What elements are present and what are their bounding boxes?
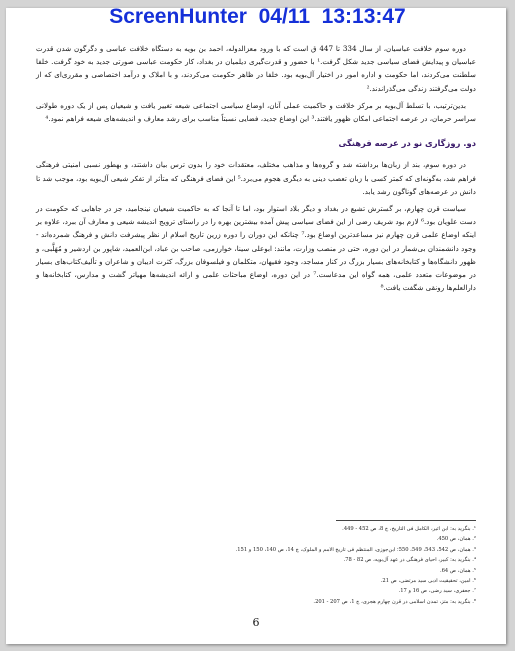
footnote: ⁴. بنگرید به: کبیر، احیای فرهنگی در عهد آل‌بویه، ص 82 - 78. (343, 557, 476, 564)
footnote: ⁷. جعفری، سید رضی، ص 16 و 17. (398, 588, 476, 595)
footnote-divider (336, 520, 476, 521)
screenhunter-timestamp-banner: ScreenHunter 04/11 13:13:47 (109, 5, 406, 28)
body-paragraph: دوره سوم خلافت عباسیان، از سال 334 تا 447 ق است که با ورود معزالدوله، احمد بن بویه به دستگاه خلافت عباسی و دگرگون شدن قدرت عباسیان و پیدایش فضای سیاسی جدید شکل گرفت.¹ با حضور و قدرت‌گیری دیلمیان در بغداد، کار حکومت عباسی صورتی جدید به خود گرفت. خلفا سلطنت می‌کردند، اما حکومت و اداره امور در اختیار آل‌بویه بود. خلفا در ظاهر حکومت می‌کردند، و با املاک و درآمد اختصاصی و مقرری‌ای که از دولت می‌گرفتند زندگی می‌گذراندند.² (36, 44, 476, 93)
section-heading: دو. روزگاری نو در عرصه فرهنگی (338, 138, 476, 149)
body-paragraph: بدین‌ترتیب، با تسلط آل‌بویه بر مرکز خلافت و حاکمیت عملی آنان، اوضاع سیاسی اجتماعی شیعه تغییر یافت و شیعیان پس از یک دوره طولانی سراسر حرمان، در عرصه اجتماعی امکان ظهور یافتند.³ این اوضاع جدید، فضایی نسبتاً مناسب برای رشد معارف و اندیشه‌های شیعه فراهم نمود.⁴ (36, 100, 476, 124)
footnote: ⁸. بنگرید به: متز، تمدن اسلامی در قرن چهارم هجری، ج 1، ص 207 - 201. (313, 598, 476, 605)
document-page (6, 8, 506, 644)
footnote: ⁵. همان، ص 64. (439, 567, 476, 574)
page-body (36, 42, 476, 298)
footnote: ². همان، ص 450. (436, 536, 476, 543)
footnote: ³. همان، ص 542، 543، 549، 550؛ ابن‌جوزی، المنتظم فی تاریخ الامم و الملوک، ج 14، ص 140، 150 و 151. (235, 546, 476, 553)
page-number: 6 (252, 616, 260, 629)
body-paragraph: سیاست قرن چهارم، بر گسترش تشیع در بغداد و دیگر بلاد استوار بود، اما تا آنجا که به حاکمیت شیعیان نینجامید، جز در جاهایی که حکومت در دست علویان بود.⁶ لازم بود شریف رضی از این فضای سیاسی پیش آمده بیشترین بهره را در راستای ترویج اندیشه شیعی و معارف آن ببرد، علاوه بر اینکه اوضاع علمی قرن چهارم نیز مساعدترین اوضاع بود.⁷ چنانکه این دوران را دوره زرین تاریخ اسلام از نظر پیشرفت دانش و فرهنگ شمرده‌اند - وجود دانشمندان بی‌شمار در این دوره، حتی در منصب وزارت، مانند: ابوعلی سینا، خوارزمی، صاحب بن عباد، ابن‌العمید، شاپور بن اردشیر و مُهَلَّبی، و ظهور دانشگاه‌ها و کتابخانه‌های بسیار بزرگ در کنار مساجد، وجود فقیهان، متکلمان و فیلسوفان بزرگ، کثرت ادیبان و شاعران و تألیف‌کتاب‌های بسیار در موضوعات متعدد علمی، همه گواه این مدعاست.⁷ در این دوره، اوضاع مباحثات علمی و ارائه اندیشه‌ها مهیاتر گشت و مدارس، کتابخانه‌ها و دارالعلم‌ها رونقی شگفت یافت.⁸ (36, 204, 476, 293)
footnote: ¹. بنگرید به: ابن اثیر، الکامل فی التاریخ، ج 8، ص 452 - 449. (342, 526, 476, 532)
footnotes (66, 524, 476, 607)
footnote: ⁶. امین، تحقیقیت ادبی سید مرتضی، ص 21. (380, 578, 476, 585)
body-paragraph: در دوره سوم، بند از زبان‌ها برداشته شد و گروه‌ها و مذاهب مختلف، معتقدات خود را بدون ترس بیان داشتند، و بهطور نسبی امنیتی فرهنگی فراهم شد، به‌گونه‌ای که کمتر کسی با زبان تعصب دینی به دیگری هجوم می‌برد.⁵ این فضای فرهنگی که متأثر از تفکر شیعی آل‌بویه بود، موجب شد تا دانش در عرصه‌های گوناگون رشد یابد. (36, 160, 476, 196)
